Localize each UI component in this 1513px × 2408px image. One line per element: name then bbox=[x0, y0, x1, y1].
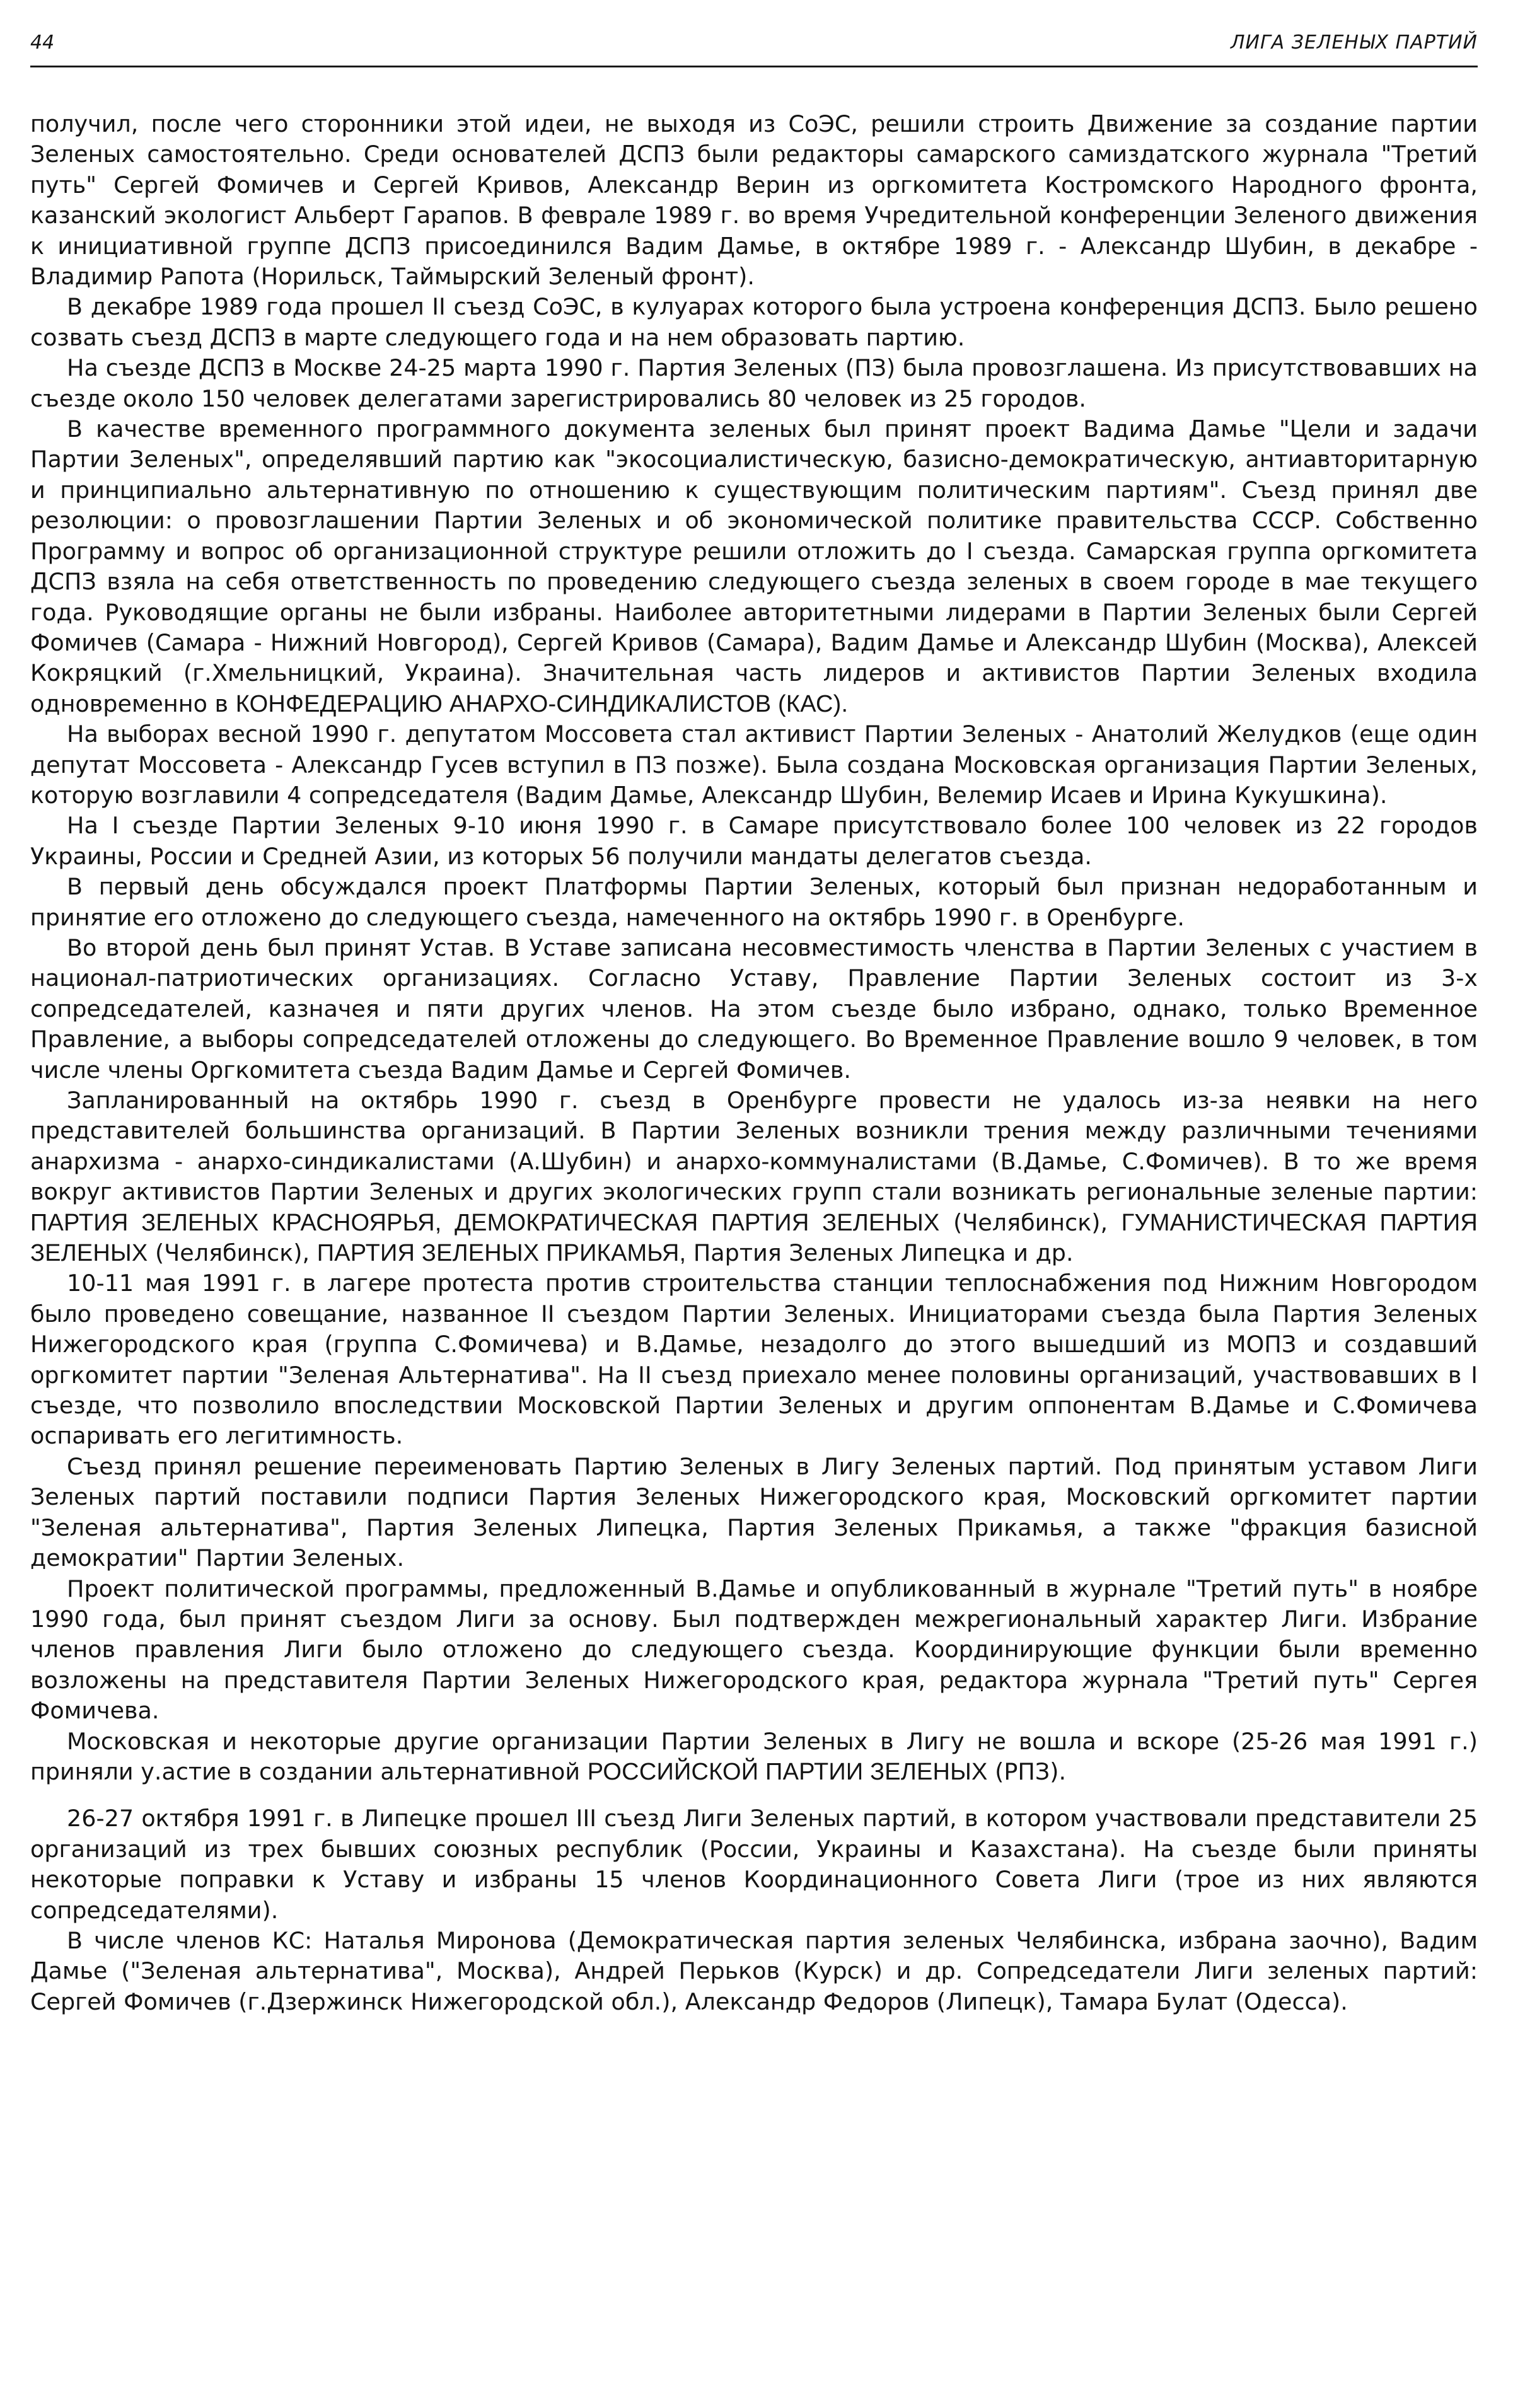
paragraph-text: 10-11 мая 1991 г. в лагере протеста против строительства станции теплоснабжения под Нижним Новгородом было проведено совещание, названное II съездом Партии Зеленых. Инициаторами съезда была Партия Зеленых Нижегородского края (группа С.Фомичева) и В.Дамье, незадолго до этого вышедший из МОПЗ и создавший оргкомитет партии "Зеленая Альтернатива". На II съезд приехало менее половины организаций, участвовавших в I съезде, что позволило впоследствии Московской Партии Зеленых и другим оппонентам В.Дамье и С.Фомичева оспаривать его легитимность. bbox=[30, 1270, 1478, 1450]
page-number: 44 bbox=[30, 32, 55, 54]
paragraph-text: На I съезде Партии Зеленых 9-10 июня 1990 г. в Самаре присутствовало более 100 человек из 22 городов Украины, России и Средней Азии, из которых 56 получили мандаты делегатов съезда. bbox=[30, 812, 1478, 870]
paragraph-text: В числе членов КС: Наталья Миронова (Демократическая партия зеленых Челябинска, избрана заочно), Вадим Дамье ("Зеленая альтернатива", Москва), Андрей Перьков (Курск) и др. Сопредседатели Лиги зеленых партий: Сергей Фомичев (г.Дзержинск Нижегородской обл.), Александр Федоров (Липецк), Тамара Булат (Одесса). bbox=[30, 1926, 1478, 2015]
paragraph-text: На съезде ДСПЗ в Москве 24-25 марта 1990 г. Партия Зеленых (ПЗ) была провозглашена. Из присутствовавших на съезде около 150 человек делегатами зарегистрировались 80 человек из 25 городов. bbox=[30, 354, 1478, 412]
paragraph bbox=[30, 109, 1478, 292]
paragraph-text: Партия Зеленых Липецка и др. bbox=[693, 1239, 1074, 1267]
paragraph-text: .астие в создании альтернативной bbox=[154, 1757, 581, 1785]
paragraph-text: (Челябинск), bbox=[953, 1208, 1108, 1236]
organization-name: ПАРТИЯ ЗЕЛЕНЫХ ПРИКАМЬЯ, bbox=[316, 1240, 687, 1267]
paragraph bbox=[30, 1727, 1478, 1788]
paragraph-text: Съезд принял решение переименовать Партию Зеленых в Лигу Зеленых партий. Под принятым уставом Лиги Зеленых партий поставили подписи Партия Зеленых Нижегородского края, Московский оргкомитет партии "Зеленая альтернатива", Партия Зеленых Липецка, Партия Зеленых Прикамья, а также "фракция базисной демократии" Партии Зеленых. bbox=[30, 1452, 1478, 1572]
paragraph bbox=[30, 292, 1478, 353]
paragraph bbox=[30, 1268, 1478, 1451]
paragraph bbox=[30, 933, 1478, 1085]
paragraph bbox=[30, 353, 1478, 414]
paragraph-text: 26-27 октября 1991 г. в Липецке прошел III съезд Лиги Зеленых партий, в котором участвовали представители 25 организаций из трех бывших союзных республик (России, Украины и Казахстана). На съезде были приняты некоторые поправки к Уставу и избраны 15 членов Координационного Совета Лиги (трое из них являются сопредседателями). bbox=[30, 1805, 1478, 1924]
paragraph-text: Запланированный на октябрь 1990 г. съезд в Оренбурге провести не удалось из-за неявки на него представителей большинства организаций. В Партии Зеленых возникли трения между различными течениями анархизма - анархо-синдикалистами (А.Шубин) и анархо-коммуналистами (В.Дамье, С.Фомичев). В то же время вокруг активистов Партии Зеленых и других экологических групп стали возникать региональные зеленые партии: bbox=[30, 1087, 1478, 1206]
paragraph bbox=[30, 811, 1478, 872]
paragraph-text: В декабре 1989 года прошел II съезд СоЭС, в кулуарах которого была устроена конференция ДСПЗ. Было решено созвать съезд ДСПЗ в марте следующего года и на нем образовать партию. bbox=[30, 293, 1478, 351]
paragraph-text: Проект политической программы, предложенный В.Дамье и опубликованный в журнале "Третий путь" в ноябре 1990 года, был принят съездом Лиги за основу. Был подтвержден межрегиональный характер Лиги. Избрание членов правления Лиги было отложено до следующего съезда. Координирующие функции были временно возложены на представителя Партии Зеленых Нижегородского края, редактора журнала "Третий путь" Сергея Фомичева. bbox=[30, 1575, 1478, 1725]
organization-name: ГУМАНИСТИЧЕСКАЯ ПАРТИЯ ЗЕЛЕНЫХ bbox=[30, 1209, 1478, 1267]
paragraph-text: (Челябинск), bbox=[155, 1239, 310, 1267]
organization-name: КОНФЕДЕРАЦИЮ АНАРХО-СИНДИКАЛИСТОВ (КАС). bbox=[235, 690, 849, 717]
paragraph-text: получил, после чего сторонники этой идеи, не выходя из СоЭС, решили строить Движение за создание партии Зеленых самостоятельно. Среди основателей ДСПЗ были редакторы самарского самиздатского журнала "Третий путь" Сергей Фомичев и Сергей Кривов, Александр Верин из оргкомитета Костромского Народного фронта, казанский экологист Альберт Гарапов. В феврале 1989 г. во время Учредительной конференции Зеленого движения к инициативной группе ДСПЗ присоединился Вадим Дамье, в октябре 1989 г. - Александр Шубин, в декабре - Владимир Рапота (Норильск, Таймырский Зеленый фронт). bbox=[30, 110, 1478, 291]
paragraph-text: В качестве временного программного документа зеленых был принят проект Вадима Дамье "Цели и задачи Партии Зеленых", определявший партию как "экосоциалистическую, базисно-демократическую, антиавторитарную и принципиально альтернативную по отношению к существующим политическим партиям". Съезд принял две резолюции: о провозглашении Партии Зеленых и об экономической политике правительства СССР. Собственно Программу и вопрос об организационной структуре решили отложить до I съезда. Самарская группа оргкомитета ДСПЗ взяла на себя ответственность по проведению следующего съезда зеленых в своем городе в мае текущего года. Руководящие органы не были избраны. Наиболее авторитетными лидерами в Партии Зеленых были Сергей Фомичев (Самара - Нижний Новгород), Сергей Кривов (Самара), Вадим Дамье и Александр Шубин (Москва), Алексей Кокряцкий (г.Хмельницкий, Украина). Значительная часть лидеров и активистов Партии Зеленых входила одновременно в bbox=[30, 415, 1478, 717]
paragraph-text: В первый день обсуждался проект Платформы Партии Зеленых, который был признан недоработанным и принятие его отложено до следующего съезда, намеченного на октябрь 1990 г. в Оренбурге. bbox=[30, 873, 1478, 931]
paragraph bbox=[30, 1085, 1478, 1268]
paragraph bbox=[30, 719, 1478, 811]
paragraph bbox=[30, 1574, 1478, 1727]
paragraph-text: (РПЗ). bbox=[995, 1757, 1067, 1785]
paragraph-text: Московская и некоторые другие организации Партии Зеленых в Лигу не вошла и вскоре (25-26 мая 1991 г.) приняли у bbox=[30, 1727, 1478, 1785]
organization-name: РОССИЙСКОЙ ПАРТИИ ЗЕЛЕНЫХ bbox=[587, 1758, 988, 1785]
organization-name: ПАРТИЯ ЗЕЛЕНЫХ КРАСНОЯРЬЯ, ДЕМОКРАТИЧЕСКАЯ ПАРТИЯ ЗЕЛЕНЫХ bbox=[30, 1209, 940, 1236]
running-title: ЛИГА ЗЕЛЕНЫХ ПАРТИЙ bbox=[1230, 32, 1478, 54]
document-page bbox=[30, 25, 1478, 2017]
article-body bbox=[30, 109, 1478, 2017]
page-header bbox=[30, 25, 1478, 67]
paragraph bbox=[30, 872, 1478, 933]
paragraph-text: На выборах весной 1990 г. депутатом Моссовета стал активист Партии Зеленых - Анатолий Желудков (еще один депутат Моссовета - Александр Гусев вступил в ПЗ позже). Была создана Московская организация Партии Зеленых, которую возглавили 4 сопредседателя (Вадим Дамье, Александр Шубин, Велемир Исаев и Ирина Кукушкина). bbox=[30, 721, 1478, 809]
paragraph bbox=[30, 1926, 1478, 2017]
paragraph bbox=[30, 1803, 1478, 1926]
paragraph-text: Во второй день был принят Устав. В Уставе записана несовместимость членства в Партии Зеленых с участием в национал-патриотических организациях. Согласно Уставу, Правление Партии Зеленых состоит из 3-х сопредседателей, казначея и пяти других членов. На этом съезде было избрано, однако, только Временное Правление, а выборы сопредседателей отложены до следующего. Во Временное Правление вошло 9 человек, в том числе члены Оргкомитета съезда Вадим Дамье и Сергей Фомичев. bbox=[30, 934, 1478, 1084]
paragraph bbox=[30, 1452, 1478, 1574]
paragraph bbox=[30, 414, 1478, 719]
